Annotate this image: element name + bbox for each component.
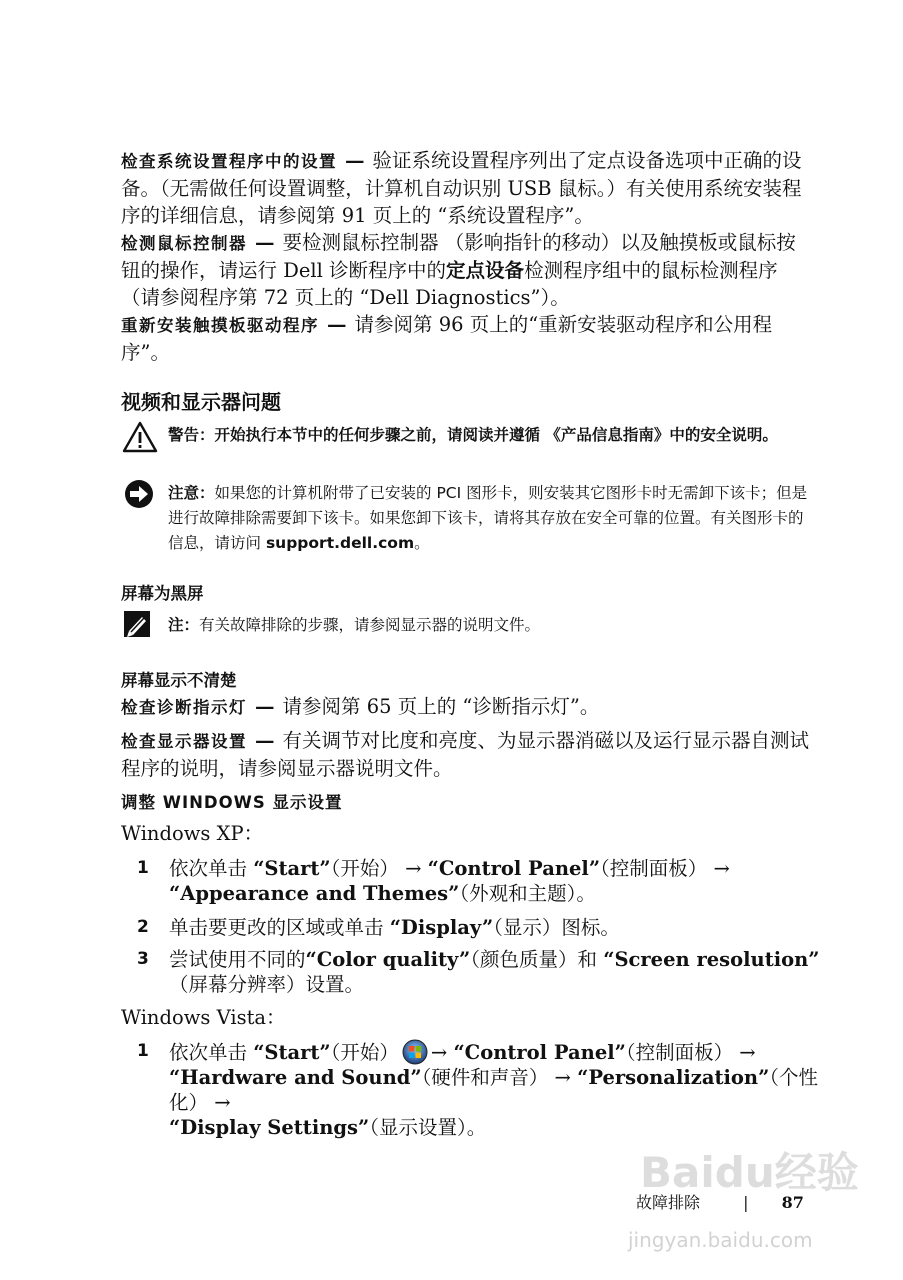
step-text: （开始）	[330, 1041, 399, 1064]
step-text: （颜色质量）和	[470, 948, 604, 971]
note-label: 注：	[168, 616, 200, 634]
black-screen-heading: 屏幕为黑屏	[121, 584, 204, 603]
windows-start-orb-icon	[401, 1039, 429, 1065]
step-text: （控制面板） →	[625, 1041, 756, 1064]
start-term: “Start”	[253, 1041, 331, 1064]
xp-step-3	[121, 947, 821, 997]
check-diag-lights-label: 检查诊断指示灯	[121, 698, 247, 717]
test-mouse-controller-label: 检测鼠标控制器	[121, 234, 247, 253]
video-display-heading: 视频和显示器问题	[121, 390, 281, 414]
step-text: 尝试使用不同的	[169, 948, 306, 971]
adjust-windows-heading: 调整 WINDOWS 显示设置	[121, 793, 343, 812]
unclear-screen-heading: 屏幕显示不清楚	[121, 671, 237, 690]
chapter-title: 故障排除	[636, 1193, 701, 1212]
dash: —	[255, 729, 275, 752]
support-link[interactable]: support.dell.com	[265, 534, 415, 552]
note-text: 有关故障排除的步骤，请参阅显示器的说明文件。	[199, 616, 541, 634]
control-panel-term: “Control Panel”	[427, 857, 601, 880]
note-icon	[122, 609, 154, 639]
dash: —	[345, 149, 365, 172]
notice-paragraph	[168, 481, 818, 556]
footer-separator: |	[743, 1193, 749, 1212]
windows-xp-title: Windows XP：	[121, 822, 264, 845]
reinstall-touchpad-paragraph	[121, 311, 811, 366]
reinstall-touchpad-text: 请参阅第 96 页上的“重新安装驱动程序和公用程序”。	[121, 313, 773, 364]
step-number: 1	[137, 858, 149, 878]
dash: —	[255, 231, 275, 254]
step-text: 单击要更改的区域或单击	[169, 916, 390, 939]
step-text: →	[430, 1041, 454, 1064]
page-number: 87	[781, 1193, 804, 1212]
appearance-themes-term: “Appearance and Themes”	[169, 882, 460, 905]
check-monitor-settings-label: 检查显示器设置	[121, 732, 247, 751]
check-system-setup-paragraph	[121, 147, 811, 229]
step-text: 依次单击	[169, 857, 254, 880]
warning-text: 警告：开始执行本节中的任何步骤之前，请阅读并遵循 《产品信息指南》中的安全说明。	[168, 426, 778, 444]
test-mouse-controller-paragraph	[121, 229, 811, 311]
check-monitor-settings-paragraph	[121, 727, 811, 782]
reinstall-touchpad-label: 重新安装触摸板驱动程序	[121, 316, 319, 335]
baidu-watermark: Baidu经验	[640, 1148, 859, 1197]
note-paragraph	[168, 613, 818, 638]
check-system-setup-text: 验证系统设置程序列出了定点设备选项中正确的设备。（无需做任何设置调整，计算机自动识别 USB 鼠标。）有关使用系统安装程序的详细信息，请参阅第 91 页上的 “系统设置程序”。	[121, 149, 802, 227]
step-number: 3	[137, 949, 149, 969]
check-diag-lights-text: 请参阅第 65 页上的 “诊断指示灯”。	[282, 695, 600, 718]
warning-icon	[122, 421, 158, 453]
step-text: （屏幕分辨率）设置。	[169, 973, 365, 996]
check-diag-lights-paragraph	[121, 693, 811, 721]
check-system-setup-label: 检查系统设置程序中的设置	[121, 152, 337, 171]
screen-resolution-term: “Screen resolution”	[603, 948, 820, 971]
page-footer	[636, 1190, 804, 1213]
test-mouse-text-a: 要检测鼠标控制器 （影响指针的移动）以及触摸板或鼠标按钮的操作，请运行 Dell 诊断程序中的	[121, 231, 796, 282]
pointing-devices-term: 定点设备	[446, 259, 525, 282]
hardware-sound-term: “Hardware and Sound”	[169, 1066, 422, 1089]
step-text: （控制面板） →	[600, 857, 730, 880]
notice-icon	[122, 477, 156, 511]
step-text: （硬件和声音） →	[421, 1066, 578, 1089]
baidu-watermark-url: jingyan.baidu.com	[628, 1228, 813, 1252]
step-text: （个性化） →	[169, 1066, 819, 1114]
xp-step-1	[121, 856, 821, 906]
dash: —	[327, 313, 347, 336]
notice-text: 如果您的计算机附带了已安装的 PCI 图形卡，则安装其它图形卡时无需卸下该卡；但是进行故障排除需要卸下该卡。如果您卸下该卡，请将其存放在安全可靠的位置。有关图形卡的信息，请访问	[168, 484, 808, 552]
personalization-term: “Personalization”	[577, 1066, 770, 1089]
step-text: （开始） →	[330, 857, 428, 880]
control-panel-term: “Control Panel”	[453, 1041, 626, 1064]
step-number: 1	[137, 1041, 149, 1061]
notice-label: 注意：	[168, 484, 215, 502]
step-text: （外观和主题）。	[459, 882, 596, 905]
start-term: “Start”	[253, 857, 331, 880]
windows-vista-title: Windows Vista：	[121, 1006, 286, 1029]
test-mouse-text-b: 检测程序组中的鼠标检测程序 （请参阅程序第 72 页上的 “Dell Diagnostics”）。	[121, 259, 778, 309]
xp-step-2	[121, 915, 821, 940]
display-settings-term: “Display Settings”	[169, 1116, 370, 1139]
notice-end: 。	[414, 534, 430, 552]
step-text: （显示设置）。	[369, 1116, 487, 1139]
display-term: “Display”	[389, 916, 494, 939]
check-monitor-settings-text: 有关调节对比度和亮度、为显示器消磁以及运行显示器自测试程序的说明，请参阅显示器说明文件。	[121, 729, 810, 780]
dash: —	[255, 695, 275, 718]
step-text: （显示）图标。	[493, 916, 620, 939]
color-quality-term: “Color quality”	[305, 948, 471, 971]
step-text: 依次单击	[169, 1041, 254, 1064]
vista-step-1	[121, 1039, 821, 1140]
step-number: 2	[137, 917, 149, 937]
